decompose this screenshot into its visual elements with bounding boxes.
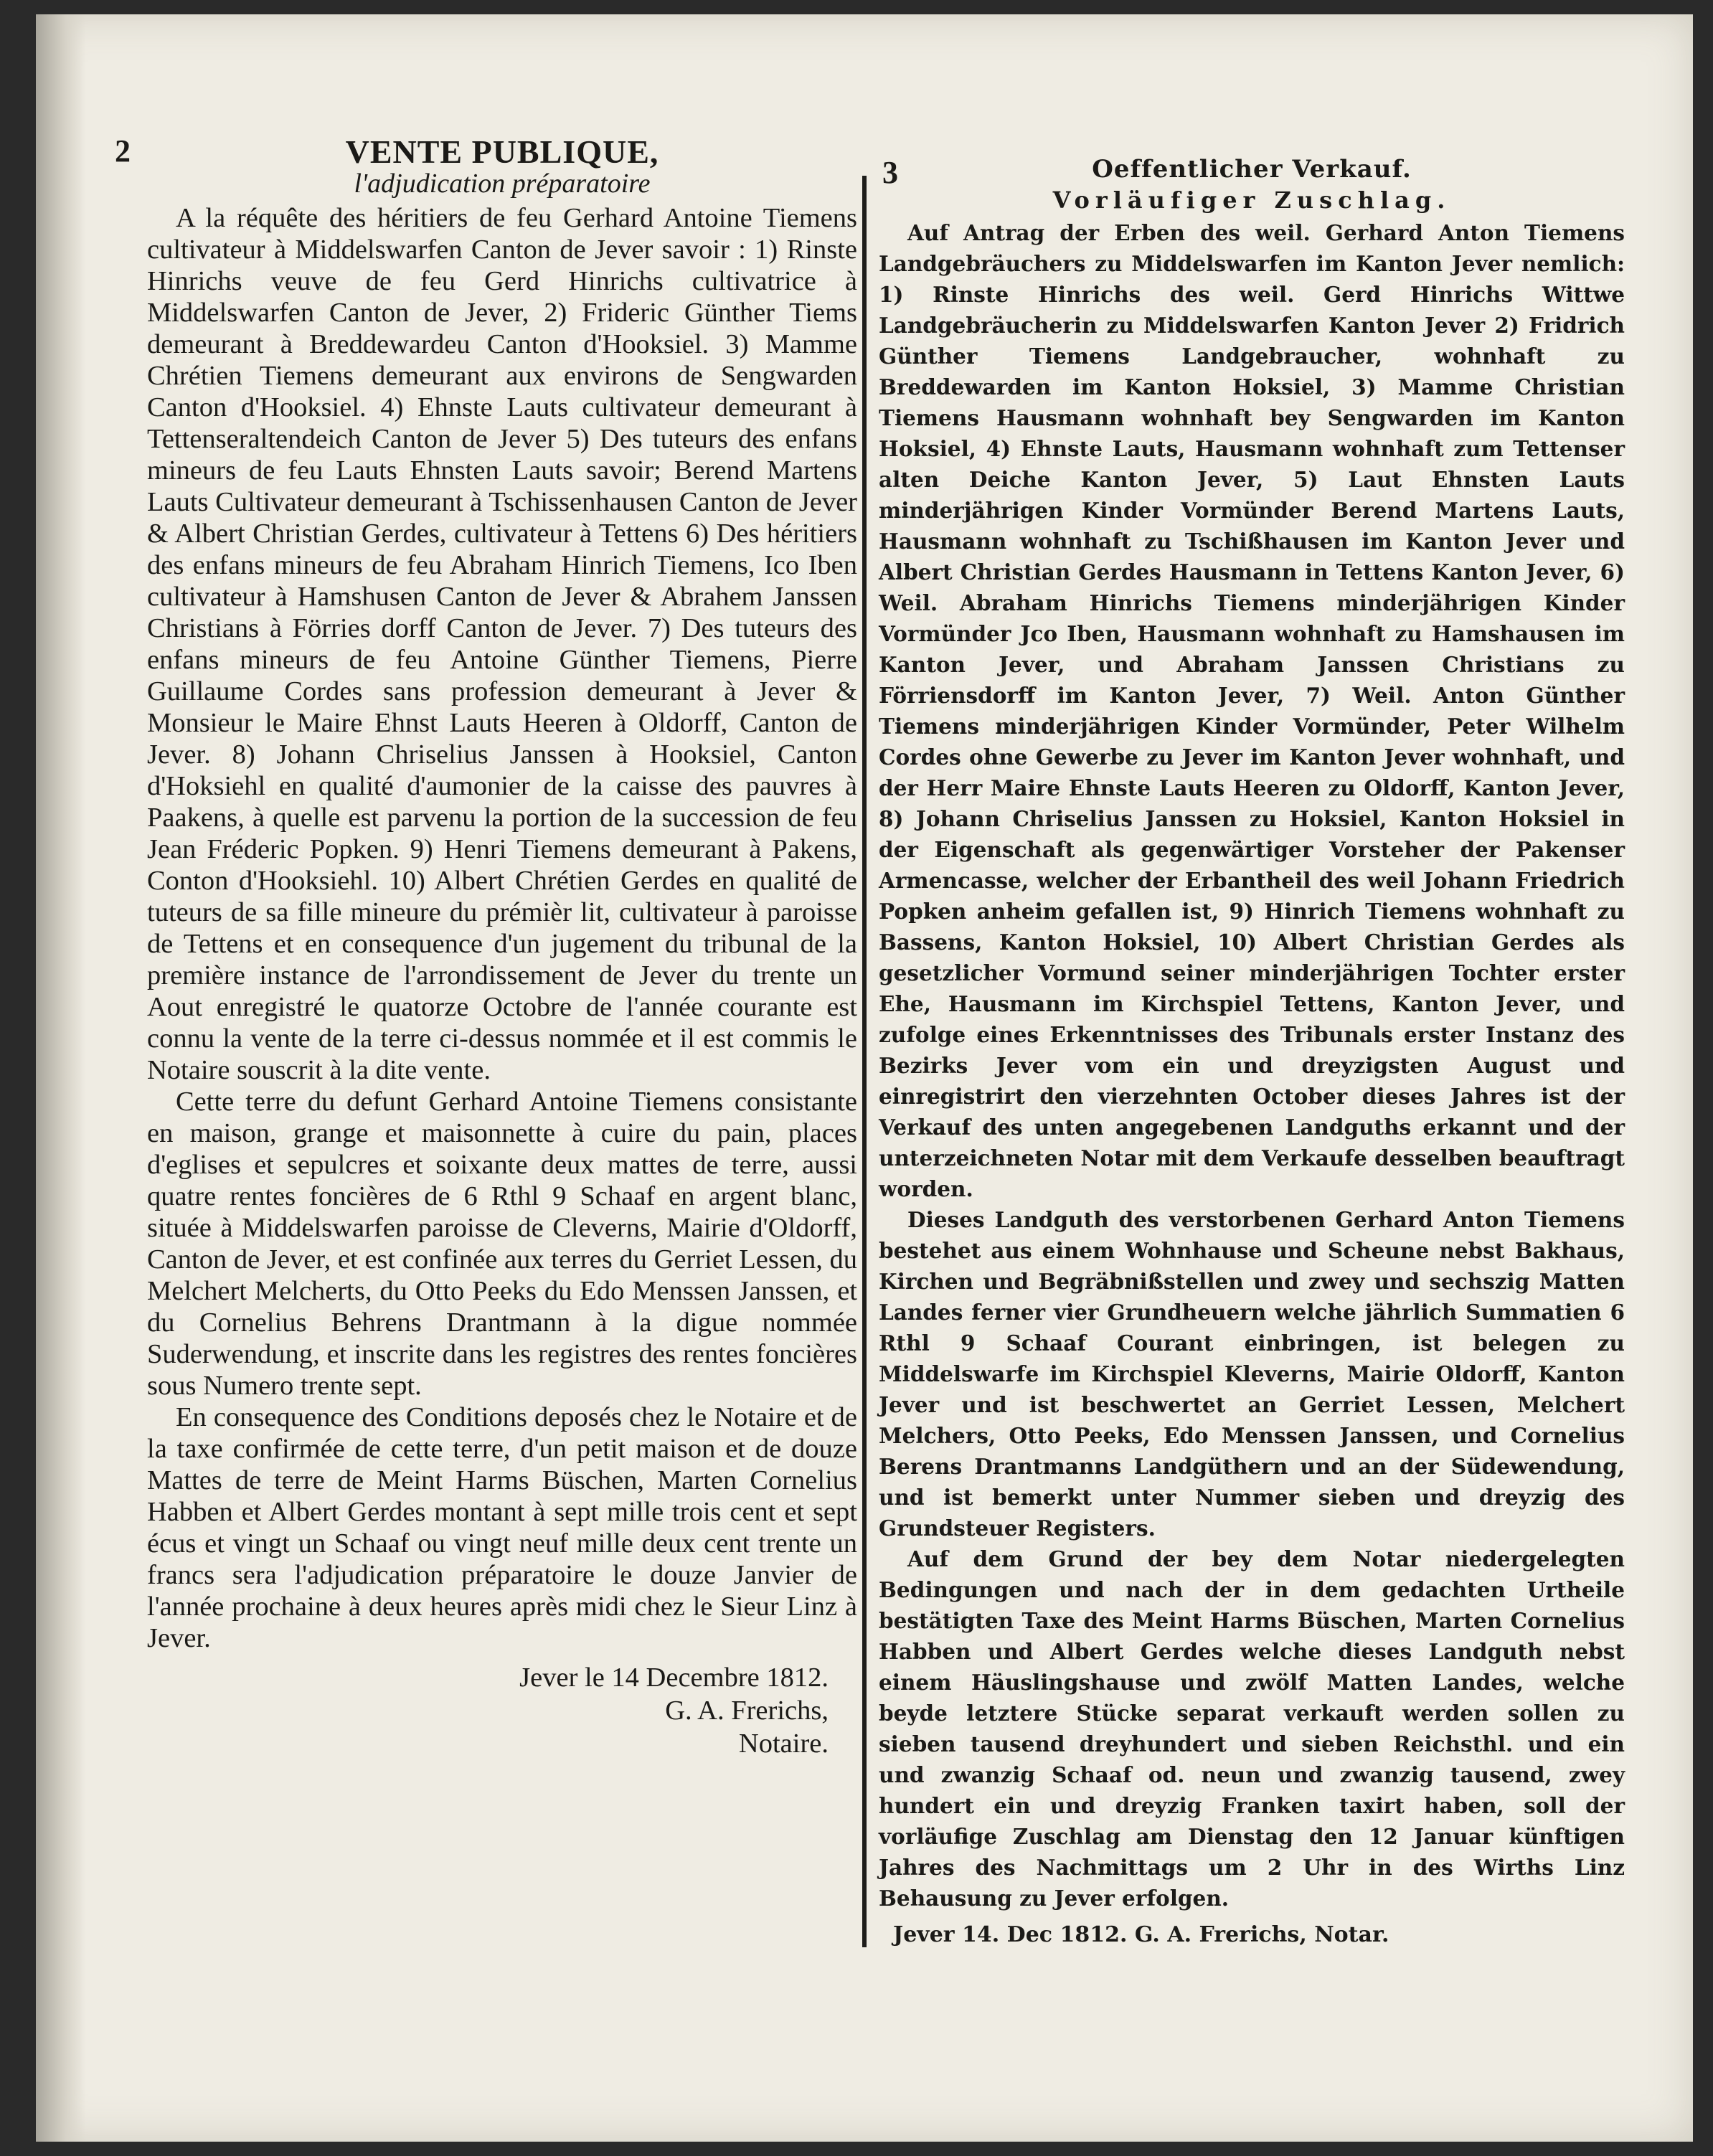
- french-signature: [147, 1661, 857, 1760]
- german-notice-column: [879, 154, 1625, 1976]
- newspaper-page: [36, 14, 1693, 2142]
- german-notice-title: Oeffentlicher Verkauf.: [1092, 155, 1412, 184]
- german-notice-subtitle: Vorläufiger Zuschlag.: [1052, 186, 1451, 214]
- french-sign-date: Jever le 14 Decembre 1812.: [519, 1663, 829, 1693]
- french-notice-title: VENTE PUBLIQUE,: [345, 133, 659, 170]
- french-paragraph-2: Cette terre du defunt Gerhard Antoine Tiemens consistante en maison, grange et maisonnette à cuire du pain, places d'eglises et sepulcres et soixante deux mattes de terre, aussi quatre rentes foncières de 6 Rthl 9 Schaaf en argent blanc, située à Middelswarfen paroisse de Cleverns, Mairie d'Oldorff, Canton de Jever, et est confinée aux terres du Gerriet Lessen, du Melchert Melcherts, du Otto Peeks du Edo Menssen Janssen, et du Cornelius Behrens Drantmann à la digue nommée Suderwendung, et inscrite dans les registres des rentes foncières sous Numero trente sept.: [147, 1087, 857, 1401]
- french-sign-name: G. A. Frerichs,: [665, 1696, 829, 1726]
- right-page-number: 3: [882, 155, 898, 190]
- left-page-number: 2: [115, 133, 131, 169]
- french-notice-column: [147, 133, 857, 1958]
- column-divider-rule: [862, 176, 867, 1947]
- page-binding-edge: [36, 14, 86, 2142]
- german-signature: Jever 14. Dec 1812. G. A. Frerichs, Notar.: [893, 1922, 1389, 1947]
- french-sign-role: Notaire.: [738, 1729, 829, 1759]
- french-notice-subtitle: l'adjudication préparatoire: [354, 169, 651, 199]
- french-paragraph-1: A la réquête des héritiers de feu Gerhard Antoine Tiemens cultivateur à Middelswarfen Canton de Jever savoir : 1) Rinste Hinrichs veuve de feu Gerd Hinrichs cultivatrice à Middelswarfen Canton de Jever, 2) Frideric Günther Tiems demeurant à Breddewardeu Canton d'Hooksiel. 3) Mamme Chrétien Tiemens demeurant aux environs de Sengwarden Canton d'Hooksiel. 4) Ehnste Lauts cultivateur demeurant à Tettenseraltendeich Canton de Jever 5) Des tuteurs des enfans mineurs de feu Lauts Ehnsten Lauts savoir; Berend Martens Lauts Cultivateur demeurant à Tschissenhausen Canton de Jever & Albert Christian Gerdes, cultivateur à Tettens 6) Des héritiers des enfans mineurs de feu Abraham Hinrich Tiemens, Ico Iben cultivateur à Hamshusen Canton de Jever & Abrahem Janssen Christians à Förries dorff Canton de Jever. 7) Des tuteurs des enfans mineurs de feu Antoine Günther Tiemens, Pierre Guillaume Cordes sans profession demeurant à Jever & Monsieur le Maire Ehnst Lauts Heeren à Oldorff, Canton de Jever. 8) Johann Chriselius Janssen à Hooksiel, Canton d'Hoksiehl en qualité d'aumonier de la caisse des pauvres à Paakens, à quelle est parvenu la portion de la succession de feu Jean Fréderic Popken. 9) Henri Tiemens demeurant à Pakens, Conton d'Hooksiehl. 10) Albert Chrétien Gerdes en qualité de tuteurs de sa fille mineure du prémièr lit, cultivateur à paroisse de Tettens et en consequence d'un jugement du tribunal de la première instance de l'arrondissement de Jever du trente un Aout enregistré le quatorze Octobre de l'année courante est connu la vente de la terre ci-dessus nommée et il est commis le Notaire souscrit à la dite vente.: [147, 203, 857, 1085]
- german-paragraph-2: Dieses Landguth des verstorbenen Gerhard Anton Tiemens bestehet aus einem Wohnhause und Scheune nebst Bakhaus, Kirchen und Begräbnißstellen und zwey und sechszig Matten Landes ferner vier Grundheuern welche jährlich Summatien 6 Rthl 9 Schaaf Courant einbringen, ist belegen zu Middelswarfe im Kirchspiel Kleverns, Mairie Oldorff, Kanton Jever und ist beschwertet an Gerriet Lessen, Melchert Melchers, Otto Peeks, Edo Menssen Janssen, und Cornelius Berens Drantmanns Landgüthern und an der Südewendung, und ist bemerkt unter Nummer sieben und dreyzig des Grundsteuer Registers.: [879, 1207, 1625, 1541]
- german-paragraph-3: Auf dem Grund der bey dem Notar niedergelegten Bedingungen und nach der in dem gedachten Urtheile bestätigten Taxe des Meint Harms Büschen, Marten Cornelius Habben und Albert Gerdes welche dieses Landguth nebst einem Häuslingshause und zwölf Matten Landes, welche beyde letztere Stücke separat verkauft werden sollen zu sieben tausend dreyhundert und sieben Reichsthl. und ein und zwanzig Schaaf od. neun und zwanzig tausend, zwey hundert ein und dreyzig Franken taxirt haben, soll der vorläufige Zuschlag am Dienstag den 12 Januar künftigen Jahres des Nachmittags um 2 Uhr in des Wirths Linz Behausung zu Jever erfolgen.: [879, 1546, 1625, 1911]
- french-paragraph-3: En consequence des Conditions deposés chez le Notaire et de la taxe confirmée de cette terre, d'un petit maison et de douze Mattes de terre de Meint Harms Büschen, Marten Cornelius Habben et Albert Gerdes montant à sept mille trois cent et sept écus et vingt un Schaaf ou vingt neuf mille deux cent trente un francs sera l'adjudication préparatoire le douze Janvier de l'année prochaine à deux heures après midi chez le Sieur Linz à Jever.: [147, 1402, 857, 1653]
- german-paragraph-1: Auf Antrag der Erben des weil. Gerhard Anton Tiemens Landgebräuchers zu Middelswarfen im Kanton Jever nemlich: 1) Rinste Hinrichs des weil. Gerd Hinrichs Wittwe Landgebräucherin zu Middelswarfen Kanton Jever 2) Fridrich Günther Tiemens Landgebraucher, wohnhaft zu Breddewarden im Kanton Hoksiel, 3) Mamme Christian Tiemens Hausmann wohnhaft bey Sengwarden im Kanton Hoksiel, 4) Ehnste Lauts, Hausmann wohnhaft zum Tettenser alten Deiche Kanton Jever, 5) Laut Ehnsten Lauts minderjährigen Kinder Vormünder Berend Martens Lauts, Hausmann wohnhaft zu Tschißhausen im Kanton Jever und Albert Christian Gerdes Hausmann in Tettens Kanton Jever, 6) Weil. Abraham Hinrichs Tiemens minderjährigen Kinder Vormünder Jco Iben, Hausmann wohnhaft zu Hamshausen im Kanton Jever, und Abraham Janssen Christians zu Förriensdorff im Kanton Jever, 7) Weil. Anton Günther Tiemens minderjährigen Kinder Vormünder, Peter Wilhelm Cordes ohne Gewerbe zu Jever im Kanton Jever wohnhaft, und der Herr Maire Ehnste Lauts Heeren zu Oldorff, Kanton Jever, 8) Johann Chriselius Janssen zu Hoksiel, Kanton Hoksiel in der Eigenschaft als gegenwärtiger Vorsteher der Pakenser Armencasse, welcher der Erbantheil des weil Johann Friedrich Popken anheim gefallen ist, 9) Hinrich Tiemens wohnhaft zu Bassens, Kanton Hoksiel, 10) Albert Christian Gerdes als gesetzlicher Vormund seiner minderjährigen Tochter erster Ehe, Hausmann im Kirchspiel Tettens, Kanton Jever, und zufolge eines Erkenntnisses des Tribunals erster Instanz des Bezirks Jever vom ein und dreyzigsten August und einregistrirt den vierzehnten October dieses Jahres ist der Verkauf des unten angegebenen Landguths erkannt und der unterzeichneten Notar mit dem Verkaufe desselben beauftragt worden.: [879, 220, 1625, 1201]
